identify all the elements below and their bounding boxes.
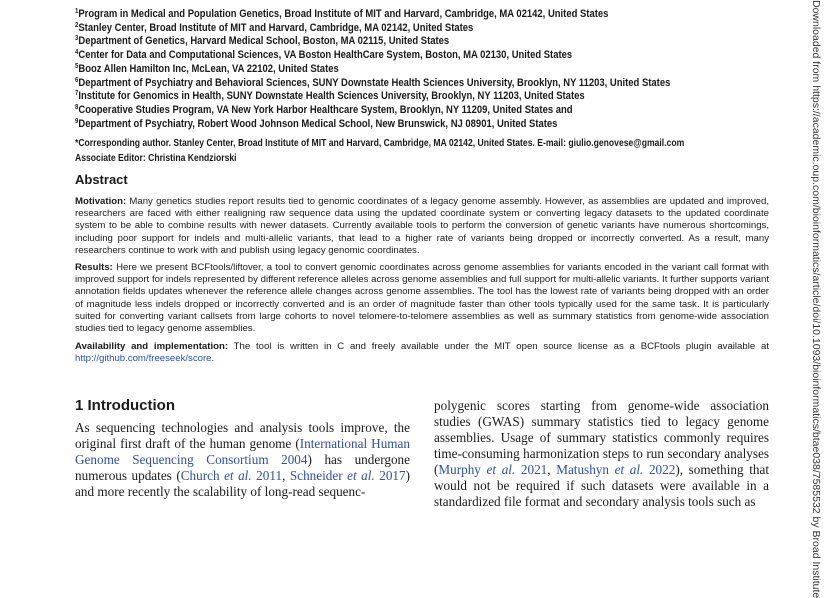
affiliation-text: Booz Allen Hamilton Inc, McLean, VA 22102, United States (78, 62, 339, 75)
affiliation-3 (75, 35, 694, 49)
citation-link[interactable]: Church (180, 468, 225, 483)
abstract-heading: Abstract (75, 172, 128, 187)
citation-link[interactable]: Schneider (289, 468, 348, 483)
body-text: ) has undergone numerous updates ( (75, 452, 410, 483)
affiliation-number: 8 (75, 103, 79, 111)
citation-link[interactable]: Murphy (438, 462, 487, 477)
availability-end: . (211, 353, 215, 365)
availability-text: The tool is written in C and freely available under the MIT open source license as a BCFtools plugin available at (228, 341, 769, 352)
affiliation-number: 3 (75, 35, 79, 43)
affiliation-9 (75, 118, 694, 132)
results-text: Here we present BCFtools/liftover, a tool to convert genomic coordinates across genome assemblies for variants encoded in the variant call format with improved support for indels represented by different reference alleles across genome assemblies and full support for multi-allelic variants. It further supports variant annotation fields updates whenever the reference allele changes across genome assemblies. The tool has the lowest rate of variants being dropped with an order of magnitude less indels dropped or incorrectly converted and is an order of magnitude faster than other tools typically used for the same task. It is particularly suited for converting variant callsets from large cohorts to novel telomere-to-telomere assemblies as well as summary statistics from genome-wide association studies tied to legacy genome assemblies. (75, 262, 769, 335)
affiliation-number: 6 (75, 76, 79, 84)
body-text: , (547, 462, 557, 477)
affiliation-number: 5 (75, 62, 79, 70)
body-text: , (282, 468, 290, 483)
affiliation-5 (75, 63, 694, 77)
citation-link[interactable]: Matushyn (556, 462, 615, 477)
affiliation-8 (75, 104, 694, 118)
affiliation-7 (75, 90, 694, 104)
affiliation-text: Center for Data and Computational Sciences, VA Boston HealthCare System, Boston, MA 02130, United States (78, 49, 573, 62)
affiliation-4 (75, 49, 694, 63)
download-sidebar: Downloaded from https://academic.oup.com/bioinformatics/article/doi/10.1093/bioinformatics/btae038/7585532 by Broad Institute (810, 0, 822, 598)
github-link[interactable]: http://github.com/freeseek/score (75, 353, 212, 365)
affiliation-6 (75, 77, 694, 91)
citation-link[interactable]: 2011 (251, 468, 283, 483)
body-text: ), something that would not be required if such datasets were available in a standardized file format and secondary analysis tools such as (434, 462, 770, 509)
intro-left-column (75, 420, 410, 500)
body-text: ) and more recently the scalability of long-read sequenc- (75, 468, 411, 499)
motivation-text: Many genetics studies report results tied to genomic coordinates of a legacy genome assembly. However, as assemblies are updated and improved, researchers are faced with either realigning raw sequence data using the updated coordinate system or converting legacy datasets to the updated coordinate system to be able to combine results with newer datasets. Currently available tools to perform the conversion of genetic variants have numerous shortcomings, including poor support for indels and multi-allelic variants, that lead to a higher rate of variants being dropped or incorrectly converted. As a result, many researchers continue to work with and publish using legacy genomic coordinates. (75, 196, 769, 256)
abstract-availability (75, 341, 769, 365)
affiliation-text: Cooperative Studies Program, VA New York Harbor Healthcare System, Brooklyn, NY 11209, United States and (78, 103, 573, 116)
citation-link[interactable]: 2017 (374, 468, 406, 483)
citation-link[interactable]: et al. (486, 462, 516, 477)
affiliation-number: 7 (75, 90, 79, 98)
affiliation-number: 2 (75, 21, 79, 29)
motivation-label: Motivation: (75, 196, 127, 207)
affiliation-1 (75, 8, 694, 22)
corresponding-author: *Corresponding author. Stanley Center, Broad Institute of MIT and Harvard, Cambridge, MA 02142, United States. E-mail: giulio.genovese@gmail.com (75, 138, 685, 149)
affiliation-number: 9 (75, 117, 79, 125)
affiliation-text: Institute for Genomics in Health, SUNY Downstate Health Sciences University, Brooklyn, NY 11203, United States (78, 90, 585, 103)
abstract-motivation (75, 196, 769, 257)
affiliation-text: Department of Genetics, Harvard Medical School, Boston, MA 02115, United States (78, 35, 450, 48)
affiliation-text: Department of Psychiatry and Behavioral Sciences, SUNY Downstate Health Sciences University, Brooklyn, NY 11203, United States (78, 76, 671, 89)
citation-link[interactable]: 2022 (643, 462, 676, 477)
affiliation-text: Department of Psychiatry, Robert Wood Johnson Medical School, New Brunswick, NJ 08901, United States (78, 117, 558, 130)
citation-link[interactable]: 2021 (515, 462, 548, 477)
affiliation-number: 1 (75, 8, 79, 15)
body-text: polygenic scores starting from genome-wide association studies (GWAS) summary statistics tied to legacy genome assemblies. Usage of summary statistics commonly requires time-consuming harmonization steps to run secondary analyses ( (434, 398, 769, 477)
citation-link[interactable]: et al. (614, 462, 644, 477)
citation-link[interactable]: International Human Genome Sequencing Consortium 2004 (75, 436, 410, 467)
associate-editor: Associate Editor: Christina Kendziorski (75, 153, 237, 164)
body-text: As sequencing technologies and analysis tools improve, the original first draft of the human genome ( (75, 420, 410, 451)
affiliation-text: Stanley Center, Broad Institute of MIT and Harvard, Cambridge, MA 02142, United States (78, 21, 474, 34)
affiliation-2 (75, 22, 694, 36)
affiliation-number: 4 (75, 49, 79, 57)
affiliation-text: Program in Medical and Population Genetics, Broad Institute of MIT and Harvard, Cambridge, MA 02142, United States (78, 8, 609, 20)
intro-right-column (434, 398, 769, 510)
affiliations-block (75, 8, 694, 131)
citation-link[interactable]: et al. (224, 468, 252, 483)
abstract-results (75, 262, 769, 335)
citation-link[interactable]: et al. (347, 468, 375, 483)
availability-label: Availability and implementation: (75, 341, 229, 352)
results-label: Results: (75, 262, 113, 273)
section-heading-introduction: 1 Introduction (75, 397, 175, 414)
